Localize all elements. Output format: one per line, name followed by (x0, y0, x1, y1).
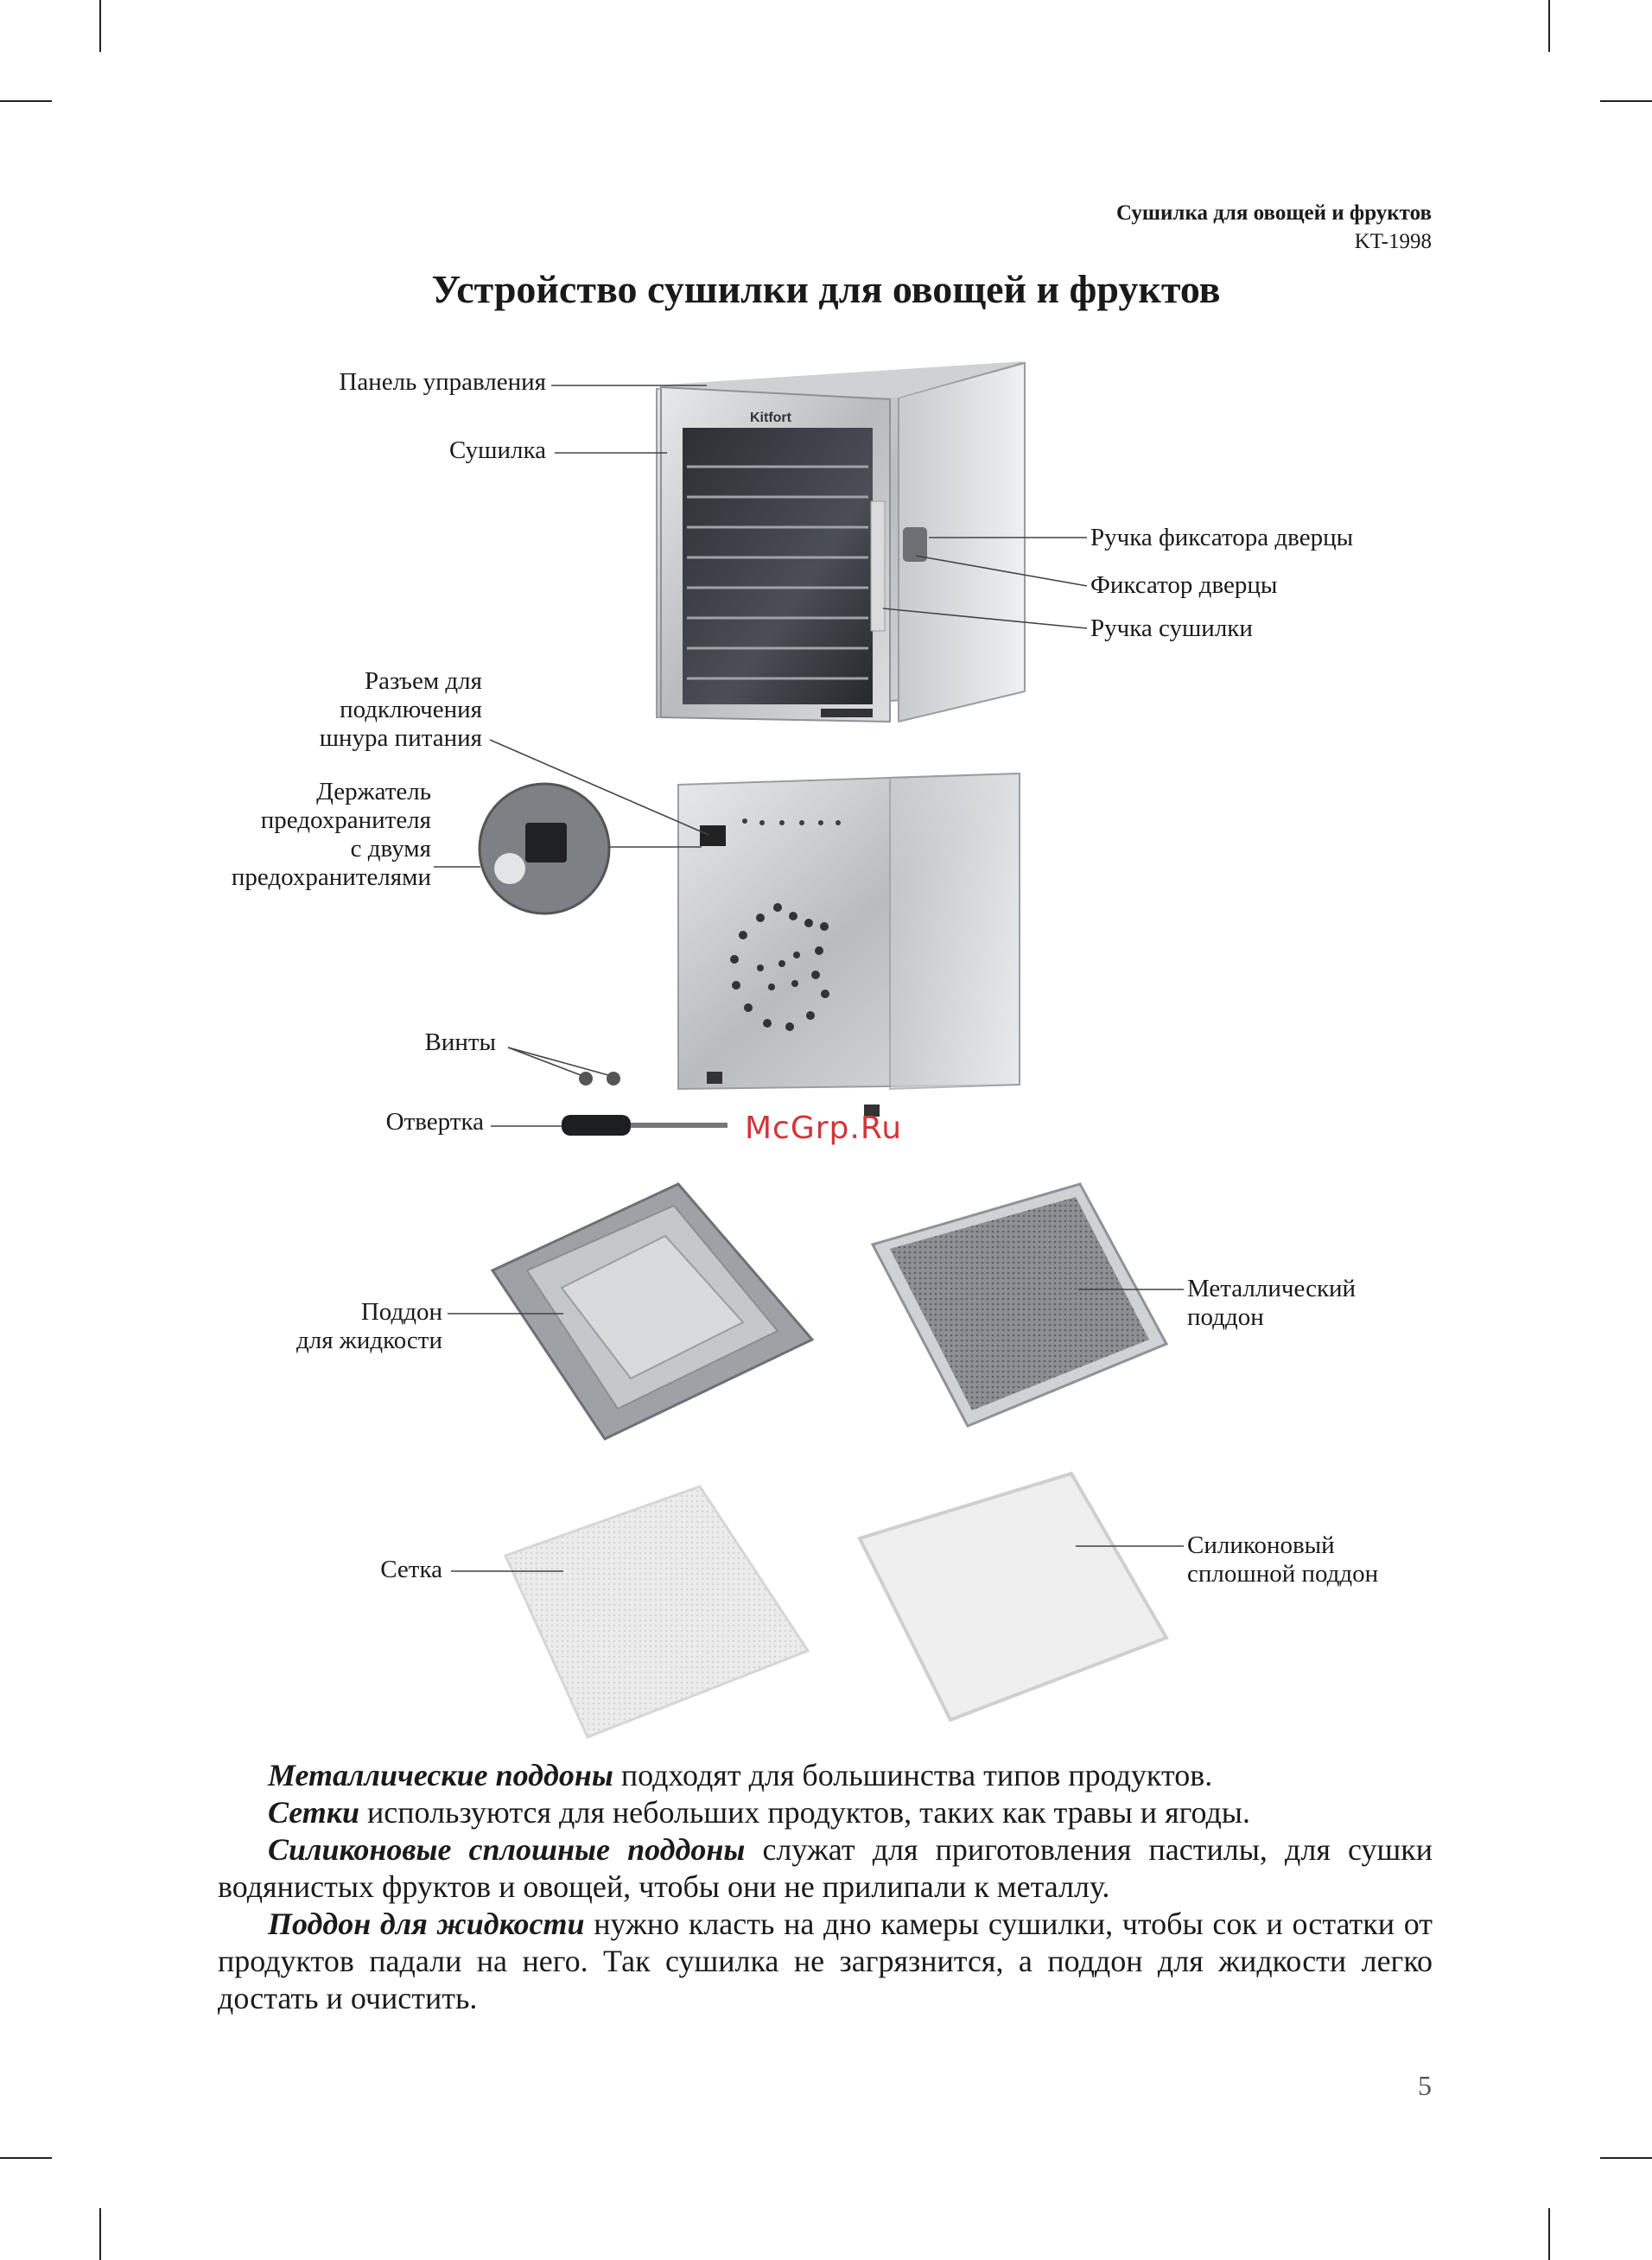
label-silicone-tray (1187, 1531, 1378, 1588)
label-line: Поддон (360, 1298, 442, 1326)
label-drip-tray (296, 1298, 442, 1355)
label-line: предохранителями (231, 863, 431, 891)
header-product: Сушилка для овощей и фруктов (1115, 201, 1432, 225)
label-line: поддон (1187, 1303, 1264, 1331)
label-door-latch: Фиксатор дверцы (1090, 571, 1278, 599)
term: Силиконовые сплошные поддоны (268, 1832, 746, 1867)
label-screws: Винты (424, 1028, 496, 1056)
label-metal-tray (1187, 1275, 1356, 1332)
label-dryer-handle: Ручка сушилки (1090, 614, 1253, 642)
page-number: 5 (1418, 2070, 1432, 2101)
dryer-front-view (657, 361, 1025, 722)
label-line: Держатель (316, 778, 431, 805)
label-line: сплошной поддон (1187, 1560, 1379, 1588)
label-mesh: Сетка (380, 1556, 442, 1583)
term: Поддон для жидкости (268, 1907, 585, 1941)
metal-mesh-tray (873, 1184, 1166, 1426)
term: Металлические поддоны (268, 1758, 613, 1792)
label-line: шнура питания (319, 724, 482, 752)
paragraph (218, 1831, 1433, 1906)
label-door-latch-handle: Ручка фиксатора дверцы (1090, 524, 1354, 551)
label-control-panel: Панель управления (339, 368, 546, 396)
description-text (218, 1757, 1433, 2017)
drip-tray (492, 1184, 812, 1439)
paragraph-text: используются для небольших продуктов, таких как травы и ягоды. (359, 1795, 1250, 1830)
label-line: предохранителя (260, 806, 431, 834)
crop-mark (1548, 2208, 1550, 2260)
paragraph-text: подходят для большинства типов продуктов. (613, 1758, 1213, 1792)
label-line: Разъем для (365, 667, 482, 695)
label-line: подключения (340, 696, 482, 723)
mesh-sheet (505, 1487, 808, 1737)
label-screwdriver: Отвертка (385, 1108, 484, 1136)
silicone-solid-tray (860, 1474, 1166, 1720)
label-line: для жидкости (295, 1327, 442, 1354)
crop-mark (99, 2208, 101, 2260)
paragraph (218, 1794, 1433, 1831)
paragraph (218, 1906, 1433, 2017)
watermark: McGrp.Ru (745, 1111, 903, 1146)
fuse-holder-zoom (480, 784, 609, 914)
header-model: KT-1998 (1354, 230, 1432, 253)
label-line: с двумя (350, 835, 431, 863)
term: Сетки (268, 1795, 360, 1830)
label-line: Силиконовый (1187, 1531, 1335, 1559)
brand-logo: Kitfort (750, 411, 791, 425)
label-power-socket (320, 667, 482, 753)
dryer-rear-view (678, 773, 1020, 1117)
paragraph-text: нужно класть на дно камеры сушилки, чтобы сок и остатки от продуктов падали на него. Так сушилка не загрязнится, а поддон для жидкости легко достать и очистить. (218, 1907, 1433, 2015)
label-dryer: Сушилка (449, 436, 546, 464)
paragraph-text: служат для приготовления пастилы, для сушки водянистых фруктов и овощей, чтобы они не прилипали к металлу. (218, 1832, 1433, 1904)
label-line: Металлический (1187, 1275, 1357, 1302)
crop-mark (1600, 2157, 1652, 2159)
crop-mark (0, 2157, 52, 2159)
label-fuse-holder (232, 778, 431, 892)
paragraph (218, 1757, 1433, 1794)
page-title: Устройство сушилки для овощей и фруктов (431, 267, 1221, 311)
